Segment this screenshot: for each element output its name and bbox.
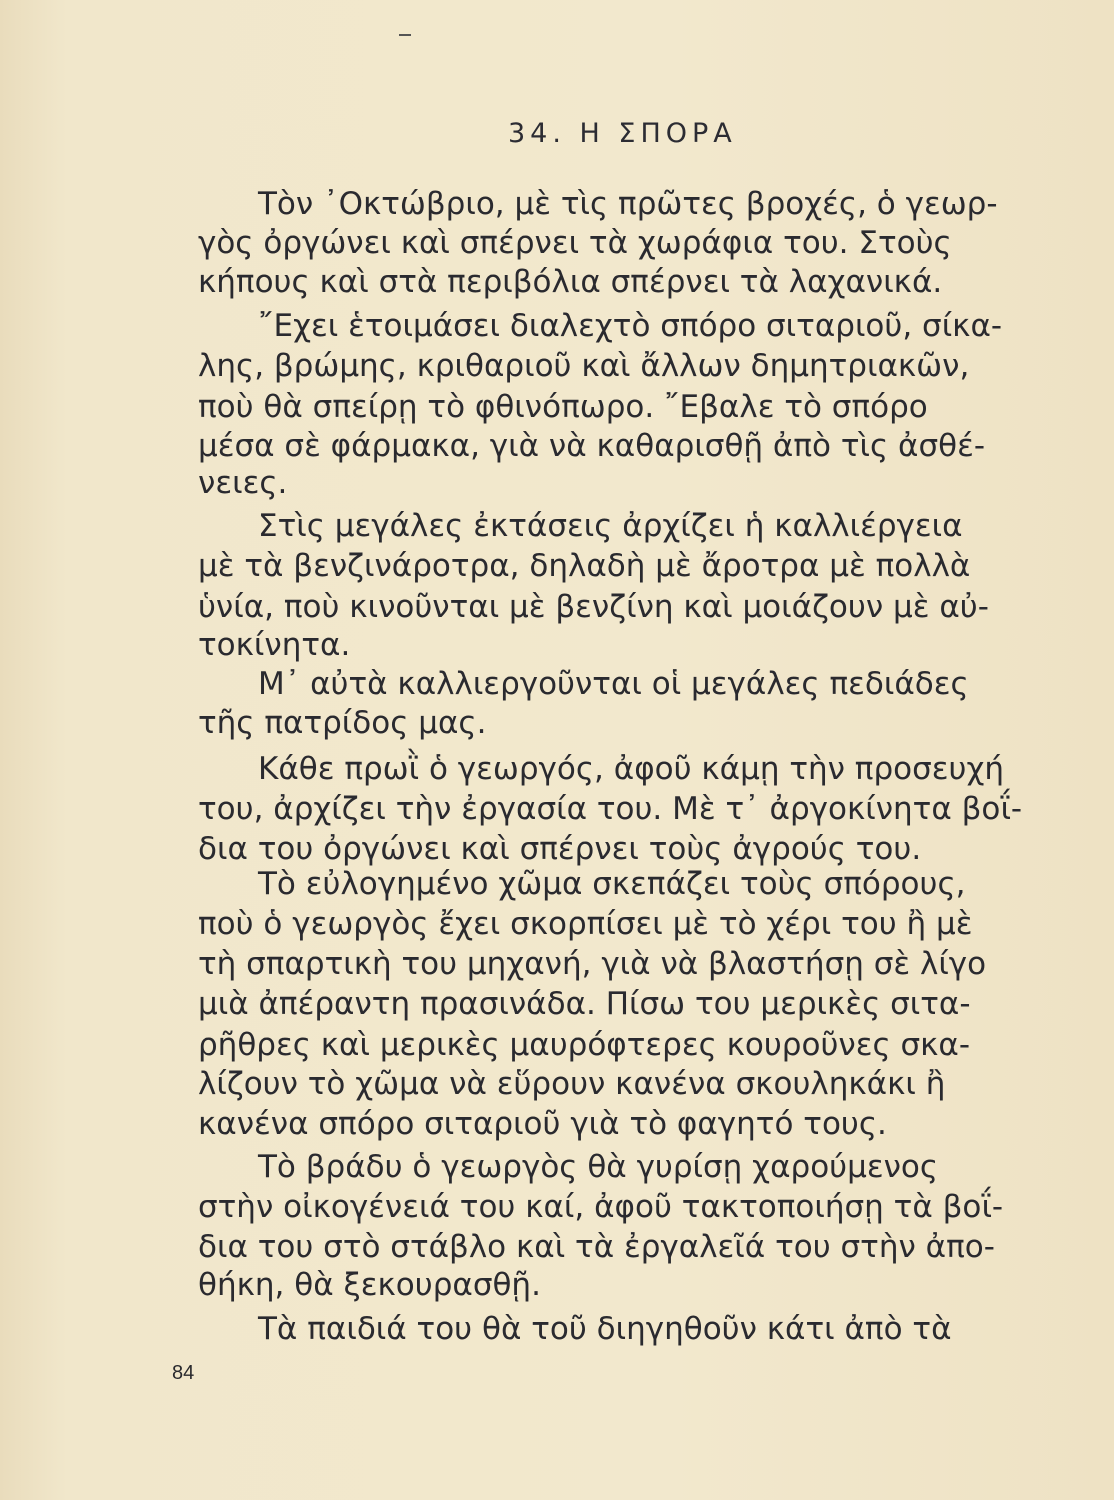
text-line: λης, βρώμης, κριθαριοῦ καὶ ἄλλων δημητριακῶν,: [198, 348, 970, 384]
text-line: του, ἀρχίζει τὴν ἐργασία του. Μὲ τ᾿ ἀργοκίνητα βοΐ-: [198, 791, 1023, 827]
text-line: ὑνία, ποὺ κινοῦνται μὲ βενζίνη καὶ μοιάζουν μὲ αὐ-: [198, 589, 989, 625]
text-line: τὴ σπαρτικὴ του μηχανή, γιὰ νὰ βλαστήσῃ σὲ λίγο: [198, 946, 987, 982]
text-line: Τὸν ᾿Οκτώβριο, μὲ τὶς πρῶτες βροχές, ὁ γεωρ-: [258, 186, 998, 222]
text-line: δια του ὀργώνει καὶ σπέρνει τοὺς ἀγρούς του.: [198, 831, 922, 867]
text-line: Κάθε πρωῒ ὁ γεωργός, ἀφοῦ κάμῃ τὴν προσευχή: [258, 751, 1005, 787]
text-line: Τὸ βράδυ ὁ γεωργὸς θὰ γυρίσῃ χαρούμενος: [258, 1149, 939, 1185]
text-line: δια του στὸ στάβλο καὶ τὰ ἐργαλεῖά του στὴν ἀπο-: [198, 1229, 995, 1265]
text-line: μέσα σὲ φάρμακα, γιὰ νὰ καθαρισθῇ ἀπὸ τὶς ἀσθέ-: [198, 428, 986, 464]
text-line: μιὰ ἀπέραντη πρασινάδα. Πίσω του μερικὲς σιτα-: [198, 986, 971, 1022]
text-line: γὸς ὀργώνει καὶ σπέρνει τὰ χωράφια του. Στοὺς: [198, 225, 952, 261]
text-line: κήπους καὶ στὰ περιβόλια σπέρνει τὰ λαχανικά.: [198, 264, 943, 300]
text-line: ρῆθρες καὶ μερικὲς μαυρόφτερες κουροῦνες σκα-: [198, 1027, 971, 1063]
text-line: στὴν οἰκογένειά του καί, ἀφοῦ τακτοποιήσῃ τὰ βοΐ-: [198, 1189, 1004, 1225]
text-line: ῎Εχει ἑτοιμάσει διαλεχτὸ σπόρο σιταριοῦ, σίκα-: [258, 308, 1003, 344]
text-line: κανένα σπόρο σιταριοῦ γιὰ τὸ φαγητό τους.: [198, 1106, 887, 1142]
text-line: λίζουν τὸ χῶμα νὰ εὕρουν κανένα σκουληκάκι ἢ: [198, 1066, 946, 1102]
print-mark: [399, 34, 411, 36]
text-line: Τὸ εὐλογημένο χῶμα σκεπάζει τοὺς σπόρους,: [258, 866, 966, 902]
text-line: θήκη, θὰ ξεκουρασθῇ.: [198, 1267, 541, 1303]
text-line: νειες.: [198, 465, 288, 501]
page-number: 84: [172, 1362, 195, 1384]
text-line: μὲ τὰ βενζινάροτρα, δηλαδὴ μὲ ἄροτρα μὲ πολλὰ: [198, 548, 971, 584]
text-line: Μ᾿ αὐτὰ καλλιεργοῦνται οἱ μεγάλες πεδιάδες: [258, 666, 969, 702]
text-line: ποὺ ὁ γεωργὸς ἔχει σκορπίσει μὲ τὸ χέρι του ἢ μὲ: [198, 906, 973, 942]
text-line: τῆς πατρίδος μας.: [198, 705, 487, 741]
text-line: ποὺ θὰ σπείρῃ τὸ φθινόπωρο. ῎Εβαλε τὸ σπόρο: [198, 389, 928, 425]
chapter-title: 34. Η ΣΠΟΡΑ: [508, 118, 737, 149]
text-line: Στὶς μεγάλες ἐκτάσεις ἀρχίζει ἡ καλλιέργεια: [258, 508, 963, 544]
text-line: τοκίνητα.: [198, 627, 351, 663]
text-line: Τὰ παιδιά του θὰ τοῦ διηγηθοῦν κάτι ἀπὸ τὰ: [258, 1311, 952, 1347]
